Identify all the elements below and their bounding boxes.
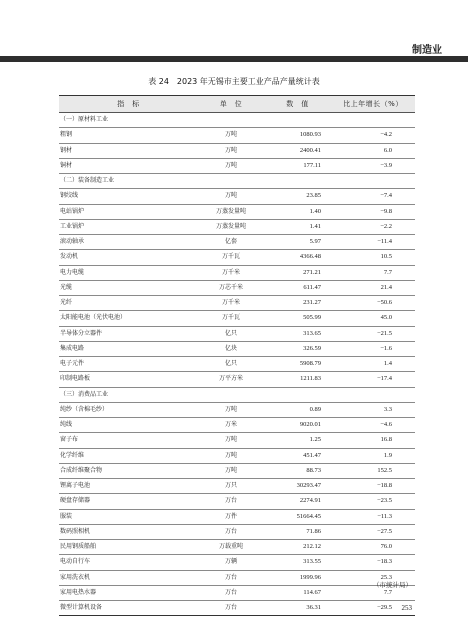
- table-row: [59, 494, 415, 509]
- row-growth-cell: 1.9: [331, 448, 415, 463]
- row-name-cell: 化学纤维: [59, 448, 198, 463]
- table-row: [59, 555, 415, 570]
- table-row: [59, 479, 415, 494]
- table-row: [59, 433, 415, 448]
- row-unit-cell: 万吨: [198, 128, 264, 143]
- table-row: [59, 357, 415, 372]
- row-growth-cell: 21.4: [331, 280, 415, 295]
- row-growth-cell: −11.4: [331, 235, 415, 250]
- table-row: [59, 341, 415, 356]
- row-name-cell: （一）原材料工业: [59, 113, 198, 128]
- row-name-cell: 光缆: [59, 280, 198, 295]
- column-header-growth: 比上年增长（%）: [331, 96, 415, 113]
- table-row: [59, 463, 415, 478]
- row-value-cell: 2400.41: [264, 143, 331, 158]
- row-unit-cell: 万吨: [198, 433, 264, 448]
- row-value-cell: [264, 174, 331, 189]
- table-row: [59, 570, 415, 585]
- row-value-cell: 505.99: [264, 311, 331, 326]
- row-name-cell: 集成电路: [59, 341, 198, 356]
- row-unit-cell: 万吨: [198, 402, 264, 417]
- statistics-table: [59, 95, 415, 616]
- row-growth-cell: −27.5: [331, 524, 415, 539]
- section-title: 制造业: [412, 45, 442, 56]
- row-value-cell: 1.40: [264, 204, 331, 219]
- row-value-cell: 212.12: [264, 540, 331, 555]
- row-unit-cell: [198, 113, 264, 128]
- row-name-cell: 光纤: [59, 296, 198, 311]
- row-unit-cell: 万只: [198, 479, 264, 494]
- row-value-cell: 2274.91: [264, 494, 331, 509]
- table-row: [59, 189, 415, 204]
- row-name-cell: 钢绞线: [59, 189, 198, 204]
- row-growth-cell: 6.0: [331, 143, 415, 158]
- row-growth-cell: 76.0: [331, 540, 415, 555]
- page-number: 253: [401, 604, 412, 612]
- row-name-cell: 电站锅炉: [59, 204, 198, 219]
- row-name-cell: 纯纱（含棉毛纱）: [59, 402, 198, 417]
- row-growth-cell: −4.2: [331, 128, 415, 143]
- row-value-cell: 36.31: [264, 601, 331, 616]
- row-unit-cell: 万千米: [198, 296, 264, 311]
- row-unit-cell: 万载重吨: [198, 540, 264, 555]
- row-name-cell: 微型计算机设备: [59, 601, 198, 616]
- row-growth-cell: −11.3: [331, 509, 415, 524]
- row-growth-cell: −18.3: [331, 555, 415, 570]
- table-row: [59, 509, 415, 524]
- table-body: [59, 113, 415, 616]
- row-growth-cell: 1.4: [331, 357, 415, 372]
- table-row: [59, 113, 415, 128]
- table-row: [59, 585, 415, 600]
- row-unit-cell: [198, 387, 264, 402]
- row-unit-cell: 亿只: [198, 357, 264, 372]
- table-row: [59, 128, 415, 143]
- row-value-cell: [264, 387, 331, 402]
- row-growth-cell: −17.4: [331, 372, 415, 387]
- row-growth-cell: [331, 174, 415, 189]
- row-unit-cell: 万千米: [198, 265, 264, 280]
- row-name-cell: 民用钢质船舶: [59, 540, 198, 555]
- row-value-cell: 0.89: [264, 402, 331, 417]
- row-unit-cell: 万件: [198, 509, 264, 524]
- row-growth-cell: 7.7: [331, 265, 415, 280]
- row-growth-cell: −3.9: [331, 158, 415, 173]
- row-unit-cell: 万吨: [198, 448, 264, 463]
- row-name-cell: 家用洗衣机: [59, 570, 198, 585]
- table-row: [59, 158, 415, 173]
- column-header-unit: 单 位: [198, 96, 264, 113]
- row-value-cell: 611.47: [264, 280, 331, 295]
- table-row: [59, 524, 415, 539]
- row-name-cell: 电动自行车: [59, 555, 198, 570]
- row-value-cell: 30293.47: [264, 479, 331, 494]
- table-row: [59, 204, 415, 219]
- row-name-cell: 数码照相机: [59, 524, 198, 539]
- row-growth-cell: 7.7: [331, 585, 415, 600]
- row-unit-cell: 万吨: [198, 463, 264, 478]
- row-name-cell: 家用电热水器: [59, 585, 198, 600]
- row-growth-cell: 25.3: [331, 570, 415, 585]
- row-growth-cell: −2.2: [331, 219, 415, 234]
- row-unit-cell: 万吨: [198, 143, 264, 158]
- row-unit-cell: 万千瓦: [198, 311, 264, 326]
- table-row: [59, 540, 415, 555]
- row-value-cell: 23.85: [264, 189, 331, 204]
- row-name-cell: 滚动轴承: [59, 235, 198, 250]
- row-value-cell: 9020.01: [264, 418, 331, 433]
- row-unit-cell: 万芯千米: [198, 280, 264, 295]
- table-header-row: [59, 96, 415, 113]
- row-name-cell: 合成纤维聚合物: [59, 463, 198, 478]
- row-unit-cell: 万台: [198, 601, 264, 616]
- table-row: [59, 387, 415, 402]
- row-unit-cell: 亿只: [198, 326, 264, 341]
- row-unit-cell: 万蒸发量吨: [198, 219, 264, 234]
- row-name-cell: 钢材: [59, 143, 198, 158]
- row-growth-cell: −4.6: [331, 418, 415, 433]
- row-value-cell: 313.55: [264, 555, 331, 570]
- table-row: [59, 174, 415, 189]
- row-name-cell: 窗子布: [59, 433, 198, 448]
- row-growth-cell: [331, 113, 415, 128]
- row-growth-cell: −18.8: [331, 479, 415, 494]
- row-unit-cell: 万台: [198, 585, 264, 600]
- table-row: [59, 326, 415, 341]
- row-name-cell: 服装: [59, 509, 198, 524]
- row-unit-cell: 万米: [198, 418, 264, 433]
- row-name-cell: 硬盘存储器: [59, 494, 198, 509]
- row-value-cell: 1080.93: [264, 128, 331, 143]
- row-growth-cell: −9.8: [331, 204, 415, 219]
- table-row: [59, 280, 415, 295]
- row-value-cell: 88.73: [264, 463, 331, 478]
- row-unit-cell: 万吨: [198, 189, 264, 204]
- row-unit-cell: 万平方米: [198, 372, 264, 387]
- table-row: [59, 418, 415, 433]
- table-row: [59, 372, 415, 387]
- row-value-cell: 51664.45: [264, 509, 331, 524]
- row-value-cell: 231.27: [264, 296, 331, 311]
- row-growth-cell: 45.0: [331, 311, 415, 326]
- row-value-cell: 71.86: [264, 524, 331, 539]
- row-unit-cell: 亿套: [198, 235, 264, 250]
- table-row: [59, 265, 415, 280]
- row-growth-cell: 3.3: [331, 402, 415, 417]
- row-value-cell: 326.59: [264, 341, 331, 356]
- row-value-cell: 313.65: [264, 326, 331, 341]
- row-name-cell: 工业锅炉: [59, 219, 198, 234]
- table-row: [59, 235, 415, 250]
- row-unit-cell: 万台: [198, 494, 264, 509]
- row-growth-cell: 152.5: [331, 463, 415, 478]
- row-value-cell: 1.41: [264, 219, 331, 234]
- row-name-cell: 铜材: [59, 158, 198, 173]
- row-value-cell: 1211.83: [264, 372, 331, 387]
- row-growth-cell: 16.8: [331, 433, 415, 448]
- table-row: [59, 448, 415, 463]
- row-growth-cell: −21.5: [331, 326, 415, 341]
- table-title: 表 24 2023 年无锡市主要工业产品产量统计表: [148, 77, 320, 86]
- row-unit-cell: 亿块: [198, 341, 264, 356]
- row-growth-cell: [331, 387, 415, 402]
- row-value-cell: 271.21: [264, 265, 331, 280]
- column-header-value: 数 值: [264, 96, 331, 113]
- row-growth-cell: −23.5: [331, 494, 415, 509]
- row-unit-cell: 万台: [198, 570, 264, 585]
- row-name-cell: 锂离子电池: [59, 479, 198, 494]
- row-growth-cell: −29.5: [331, 601, 415, 616]
- row-growth-cell: −50.6: [331, 296, 415, 311]
- table-row: [59, 311, 415, 326]
- row-growth-cell: 10.5: [331, 250, 415, 265]
- table-row: [59, 143, 415, 158]
- header-rule: [0, 56, 468, 62]
- column-header-indicator: 指 标: [59, 96, 198, 113]
- table-row: [59, 250, 415, 265]
- row-unit-cell: 万千瓦: [198, 250, 264, 265]
- row-name-cell: 发动机: [59, 250, 198, 265]
- table-row: [59, 601, 415, 616]
- row-name-cell: 电力电缆: [59, 265, 198, 280]
- row-name-cell: 印制电路板: [59, 372, 198, 387]
- row-name-cell: 电子元件: [59, 357, 198, 372]
- row-name-cell: 太阳能电池（光伏电池）: [59, 311, 198, 326]
- row-value-cell: 1999.96: [264, 570, 331, 585]
- row-value-cell: 4366.48: [264, 250, 331, 265]
- row-unit-cell: 万吨: [198, 158, 264, 173]
- row-growth-cell: −1.6: [331, 341, 415, 356]
- row-value-cell: 5.97: [264, 235, 331, 250]
- row-unit-cell: [198, 174, 264, 189]
- table-row: [59, 296, 415, 311]
- row-value-cell: 114.67: [264, 585, 331, 600]
- row-growth-cell: −7.4: [331, 189, 415, 204]
- row-unit-cell: 万台: [198, 524, 264, 539]
- row-name-cell: 粗钢: [59, 128, 198, 143]
- row-value-cell: 451.47: [264, 448, 331, 463]
- row-value-cell: 5908.79: [264, 357, 331, 372]
- row-name-cell: 纯线: [59, 418, 198, 433]
- row-name-cell: （三）消费品工业: [59, 387, 198, 402]
- table-row: [59, 402, 415, 417]
- row-value-cell: 177.11: [264, 158, 331, 173]
- row-name-cell: （二）装备制造工业: [59, 174, 198, 189]
- table-row: [59, 219, 415, 234]
- row-value-cell: [264, 113, 331, 128]
- source-note: （市统计局）: [373, 581, 412, 589]
- row-name-cell: 半导体分立器件: [59, 326, 198, 341]
- row-unit-cell: 万蒸发量吨: [198, 204, 264, 219]
- row-value-cell: 1.25: [264, 433, 331, 448]
- row-unit-cell: 万辆: [198, 555, 264, 570]
